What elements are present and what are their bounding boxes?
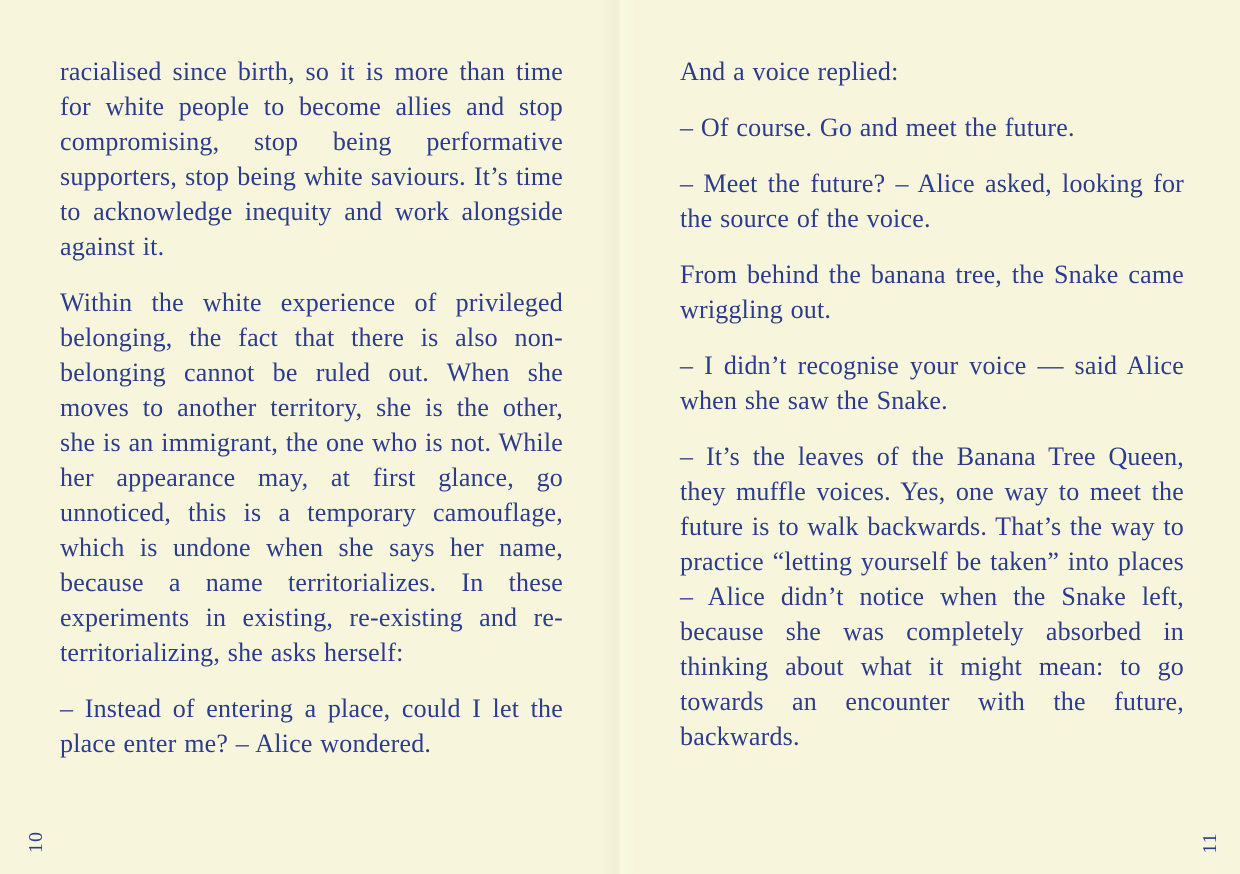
right-page bbox=[680, 54, 1184, 754]
paragraph: – Meet the future? – Alice asked, looking for the source of the voice. bbox=[680, 169, 1184, 233]
page-number-right: 11 bbox=[1198, 832, 1221, 854]
paragraph: – Of course. Go and meet the future. bbox=[680, 113, 1075, 142]
paragraph: racialised since birth, so it is more than time for white people to become allies and stop compromising, stop being performative supporters, stop being white saviours. It’s time to acknowledge inequity and work alongside against it. bbox=[60, 57, 563, 261]
page-gutter bbox=[600, 0, 638, 874]
page-number-left: 10 bbox=[24, 831, 47, 853]
paragraph: Within the white experience of privileged belonging, the fact that there is also non-belonging cannot be ruled out. When she moves to another territory, she is the other, she is an immigrant, the one who is not. While her appearance may, at first glance, go unnoticed, this is a temporary camouflage, which is undone when she says her name, because a name territorializes. In these experiments in existing, re-existing and re-territorializing, she asks herself: bbox=[60, 288, 563, 667]
paragraph: – Instead of entering a place, could I let the place enter me? – Alice wondered. bbox=[60, 694, 563, 758]
paragraph: And a voice replied: bbox=[680, 57, 899, 86]
paragraph: From behind the banana tree, the Snake came wriggling out. bbox=[680, 260, 1184, 324]
paragraph: – It’s the leaves of the Banana Tree Queen, they muffle voices. Yes, one way to meet the future is to walk backwards. That’s the way to practice “letting yourself be taken” into places – Alice didn’t notice when the Snake left, because she was completely absorbed in thinking about what it might mean: to go towards an encounter with the future, backwards. bbox=[680, 442, 1184, 751]
left-page bbox=[60, 54, 563, 761]
paragraph: – I didn’t recognise your voice — said Alice when she saw the Snake. bbox=[680, 351, 1184, 415]
